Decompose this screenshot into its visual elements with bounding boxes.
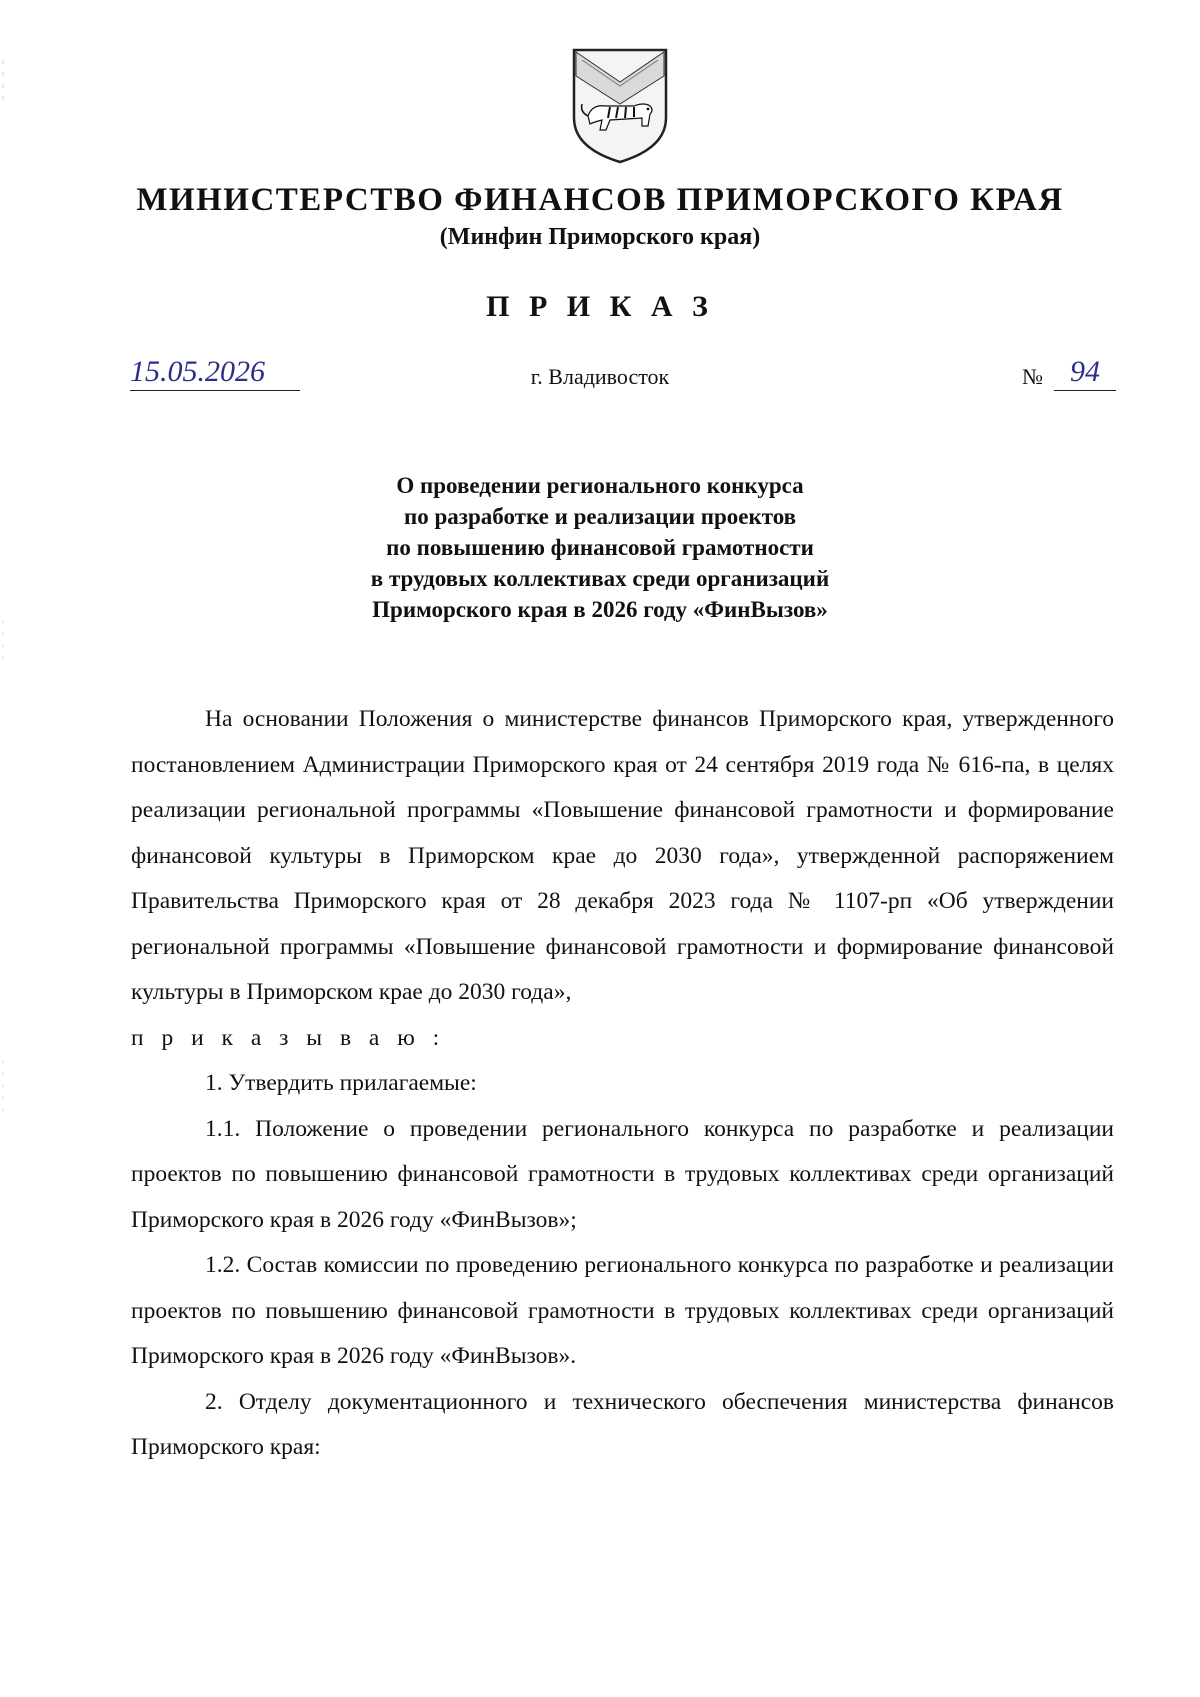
subject-line: по разработке и реализации проектов	[403, 504, 797, 529]
document-type-heading: П Р И К А З	[486, 290, 714, 323]
number-sign: №	[1022, 364, 1043, 389]
order-body	[131, 697, 1114, 1471]
item-1-1: 1.1. Положение о проведении регионального конкурса по разработке и реализации проектов по повышению финансовой грамотности в трудовых коллективах среди организаций Приморского края в 2026 году «ФинВызов»;	[131, 1115, 1114, 1233]
order-word: п р и к а з ы в а ю :	[131, 1024, 446, 1051]
ministry-name: МИНИСТЕРСТВО ФИНАНСОВ ПРИМОРСКОГО КРАЯ	[136, 182, 1064, 218]
item-1: 1. Утвердить прилагаемые:	[205, 1070, 477, 1096]
handwritten-order-number: 94	[1054, 354, 1116, 391]
subject-line: в трудовых коллективах среди организаций	[370, 566, 830, 591]
subject-line: Приморского края в 2026 году «ФинВызов»	[372, 597, 828, 622]
order-word-line	[131, 1016, 1114, 1062]
ministry-short-name: (Минфин Приморского края)	[439, 224, 761, 250]
order-subject	[0, 470, 1200, 625]
city-label: г. Владивосток	[530, 364, 670, 389]
subject-line: О проведении регионального конкурса	[396, 473, 804, 498]
coat-of-arms-emblem-icon	[570, 46, 670, 166]
preamble-paragraph: На основании Положения о министерстве финансов Приморского края, утвержденного постановлением Администрации Приморского края от 24 сентября 2019 года № 616-па, в целях реализации региональной программы «Повышение финансовой грамотности и формирование финансовой культуры в Приморском крае до 2030 года», утвержденной распоряжением Правительства Приморского края от 28 декабря 2023 года № 1107-рп «Об утверждении региональной программы «Повышение финансовой грамотности и формирование финансовой культуры в Приморском крае до 2030 года»,	[131, 706, 1114, 1005]
item-1-2: 1.2. Состав комиссии по проведению регионального конкурса по разработке и реализации проектов по повышению финансовой грамотности в трудовых коллективах среди организаций Приморского края в 2026 году «ФинВызов».	[131, 1252, 1114, 1369]
handwritten-date: 15.05.2026	[130, 354, 300, 391]
subject-line: по повышению финансовой грамотности	[386, 535, 814, 560]
item-2: 2. Отделу документационного и технического обеспечения министерства финансов Приморского края:	[131, 1388, 1114, 1460]
